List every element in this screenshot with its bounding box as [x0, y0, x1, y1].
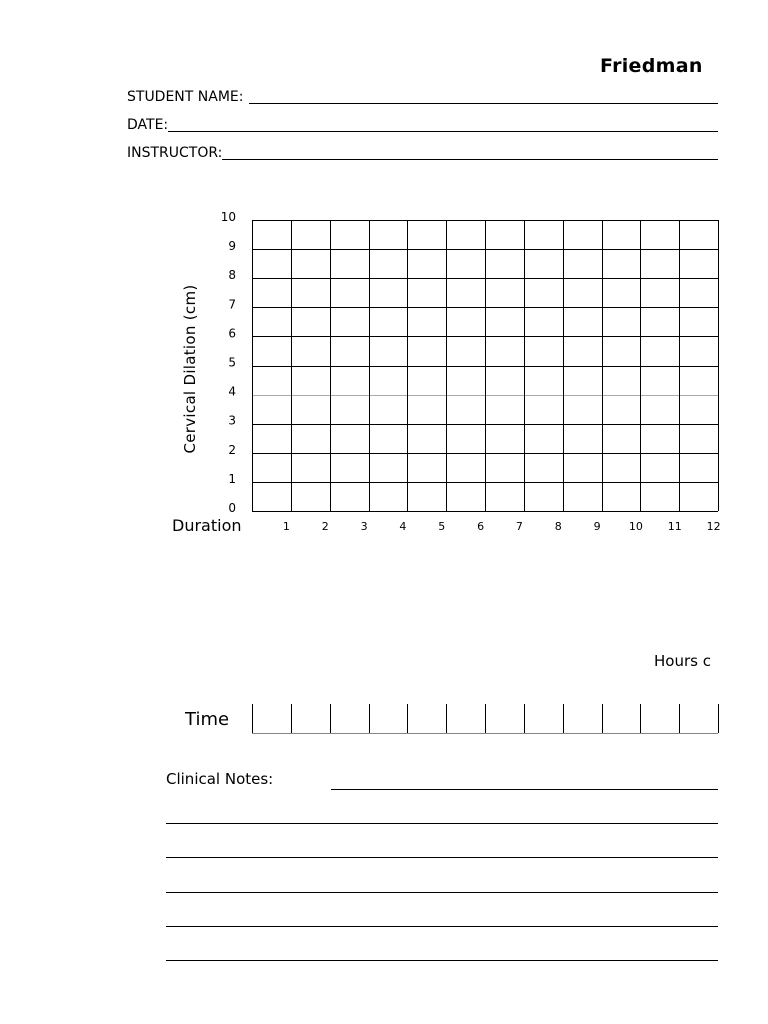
y-tick-label: 6: [228, 326, 236, 341]
y-tick-label: 0: [228, 501, 236, 515]
y-tick-label: 10: [220, 210, 236, 224]
y-axis-label: Cervical Dilation (cm): [181, 284, 199, 454]
page-title: Friedman: [600, 55, 703, 77]
x-tick-label: 2: [321, 520, 329, 533]
x-tick-label: 3: [360, 520, 368, 533]
student-name-label: STUDENT NAME:: [127, 89, 244, 105]
y-tick-label: 7: [228, 297, 236, 312]
notes-line[interactable]: [166, 857, 718, 858]
x-tick-label: 11: [667, 520, 682, 533]
notes-line[interactable]: [166, 823, 718, 824]
x-tick-label: 6: [477, 520, 485, 533]
x-tick-label: 7: [515, 520, 523, 533]
clinical-notes-label: Clinical Notes:: [166, 770, 274, 788]
date-label: DATE:: [127, 117, 169, 133]
x-tick-label: 9: [593, 520, 601, 533]
y-tick-label: 8: [228, 268, 236, 283]
hours-label: Hours c: [654, 652, 711, 670]
y-tick-label: 3: [228, 413, 236, 428]
y-tick-label: 5: [228, 355, 236, 370]
x-tick-label: 8: [554, 520, 562, 533]
notes-line[interactable]: [166, 892, 718, 893]
time-label: Time: [185, 709, 230, 730]
x-tick-label: 12: [706, 520, 721, 533]
instructor-label: INSTRUCTOR:: [127, 145, 223, 161]
notes-line[interactable]: [331, 789, 718, 790]
x-tick-label: 1: [282, 520, 290, 533]
x-tick-label: 4: [399, 520, 407, 533]
notes-line[interactable]: [166, 926, 718, 927]
y-tick-label: 4: [228, 384, 236, 399]
y-tick-label: 9: [228, 239, 236, 254]
y-tick-label: 2: [228, 442, 236, 457]
x-axis-label: Duration: [172, 516, 242, 535]
y-tick-label: 1: [228, 471, 236, 486]
notes-line[interactable]: [166, 960, 718, 961]
x-tick-label: 5: [438, 520, 446, 533]
x-tick-label: 10: [628, 520, 643, 533]
